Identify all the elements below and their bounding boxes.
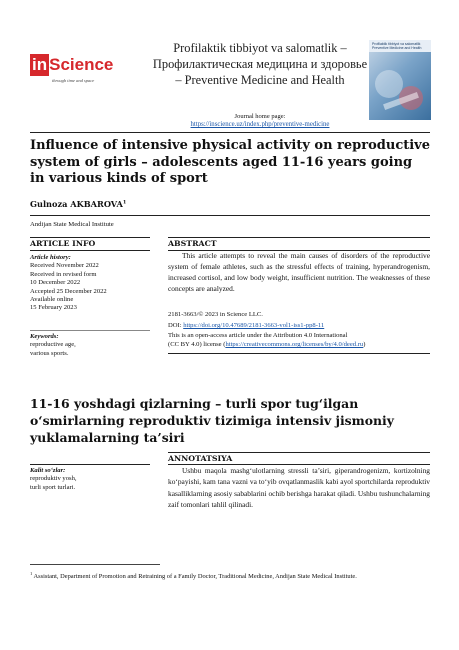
license-suffix: ) <box>363 341 366 348</box>
issn-line: 2181-3663/© 2023 in Science LLC. <box>168 311 263 318</box>
history-line: Accepted 25 December 2022 <box>30 287 107 295</box>
cover-title: Profilaktik tibbiyot va salomatlik Preventive Medicine and Health <box>372 42 422 50</box>
abstract-heading: ABSTRACT <box>168 239 217 248</box>
journal-home-label: Journal home page: <box>234 113 286 120</box>
footnote-text: Assistant, Department of Promotion and Retraining of a Family Doctor, Traditional Medicine, Andijan State Medical Institute. <box>32 573 357 581</box>
abstract-end-rule <box>168 353 430 354</box>
history-line: 15 February 2023 <box>30 304 77 312</box>
header-divider <box>30 132 430 133</box>
affiliation: Andijan State Medical Institute <box>30 221 114 228</box>
history-label: Article history: <box>30 254 71 261</box>
footnote-mark: 1 <box>30 571 33 576</box>
annotatsiya-top-rule <box>168 452 430 453</box>
kalit-item: turli sport turlari. <box>30 483 76 491</box>
footnote-rule <box>30 564 160 565</box>
journal-title: Profilaktik tibbiyot va salomatlik – Профилактическая медицина и здоровье – Preventive Medicine and Health <box>152 41 368 87</box>
keywords-rule <box>30 330 150 331</box>
keyword-item: various sports. <box>30 349 69 357</box>
kalit-label: Kalit so‘zlar: <box>30 467 66 474</box>
logo-tagline: through time and space <box>52 78 95 83</box>
license-line-1: This is an open-access article under the Attribution 4.0 International <box>168 332 348 339</box>
history-line: Received in revised form <box>30 270 97 278</box>
kalit-block <box>30 467 150 492</box>
inscience-logo <box>30 54 122 76</box>
abstract-top-rule <box>168 237 430 238</box>
doi-line <box>168 321 430 330</box>
logo-in: in <box>32 55 48 74</box>
journal-home-link[interactable]: https://inscience.uz/index.php/preventive-medicine <box>190 121 330 128</box>
uzbek-title: 11-16 yoshdagi qizlarning – turli spor tug‘ilgan o‘smirlarning reproduktiv tizimiga intensiv jismoniy yuklamalarning ta’siri <box>30 396 394 445</box>
doi-label: DOI: <box>168 322 184 329</box>
author-text: Gulnoza AKBAROVA <box>30 199 123 209</box>
license-link[interactable]: https://creativecommons.org/licenses/by/4.0/deed.ru <box>225 341 364 348</box>
footnote <box>30 569 430 581</box>
keyword-item: reproductive age, <box>30 341 76 349</box>
annotatsiya-heading: ANNOTATSIYA <box>168 454 233 463</box>
kalit-rule <box>30 464 150 465</box>
history-line: Received November 2022 <box>30 262 99 270</box>
keywords-label: Keywords: <box>30 333 59 340</box>
license-prefix: (CC BY 4.0) license ( <box>168 341 226 348</box>
article-info-top-rule <box>30 237 150 238</box>
article-info-heading: ARTICLE INFO <box>30 239 96 248</box>
author-name <box>30 199 126 209</box>
abstract-text: This article attempts to reveal the main causes of disorders of the reproductive system of female athletes, such as the stressful effects of training, hyperandrogenism, increased cortisol, and low body weight, insufficient nutrition. The weaknesses of these concepts are analyzed. <box>168 251 430 293</box>
journal-cover-image <box>369 40 431 120</box>
article-title: Influence of intensive physical activity on reproductive system of girls – adolescents aged 11-16 years going in various kinds of sport <box>30 138 431 186</box>
history-line: 10 December 2022 <box>30 279 81 287</box>
author-divider <box>30 215 430 216</box>
doi-link[interactable]: https://doi.org/10.47689/2181-3663-vol1-iss1-pp8-11 <box>183 322 325 329</box>
history-line: Available online <box>30 296 74 304</box>
article-info-bottom-rule <box>30 250 150 251</box>
keywords-block <box>30 333 150 358</box>
kalit-item: reproduktiv yosh, <box>30 475 77 483</box>
article-history <box>30 254 150 313</box>
logo-science: Science <box>49 55 114 74</box>
author-footnote-mark: 1 <box>122 199 127 206</box>
annotatsiya-text: Ushbu maqola mashg‘ulotlarning stressli ta’siri, giperandrogenizm, kortizolning ko‘payishi, kam tana vazni va to‘yib ovqatlanmaslik kabi ayol sportchilarda reproduktiv kasalliklarning asosiy sabablarini ochib berishga harakat qiladi. Ushbu tushunchalarning zaif tomonlari tahlil qilinadi. <box>168 466 430 510</box>
license-line-2 <box>168 340 430 349</box>
